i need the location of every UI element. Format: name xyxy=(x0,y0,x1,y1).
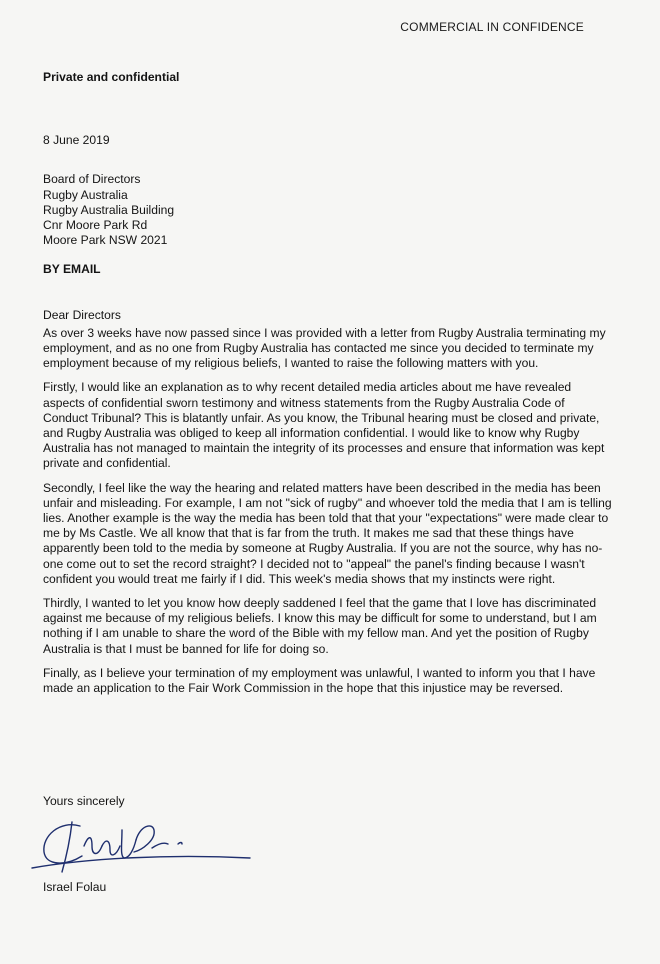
address-line: Rugby Australia xyxy=(43,187,128,202)
privacy-marking: Private and confidential xyxy=(43,70,180,84)
paragraph: As over 3 weeks have now passed since I was provided with a letter from Rugby Australia terminating my employment, and as no one from Rugby Australia has contacted me since you decided to terminate my employment because of my religious beliefs, I wanted to raise the following matters with you. xyxy=(43,325,606,371)
address-line: Rugby Australia Building xyxy=(43,202,175,217)
address-line: Moore Park NSW 2021 xyxy=(43,233,168,248)
paragraph: Thirdly, I wanted to let you know how deeply saddened I feel that the game that I love has discriminated against me because of my religious beliefs. I know this may be difficult for some to understand, but I am nothing if I am unable to share the word of the Bible with my fellow man. And yet the position of Rugby Australia is that I must be banned for life for doing so. xyxy=(43,596,597,656)
paragraph: Firstly, I would like an explanation as to why recent detailed media articles about me have revealed aspects of confidential sworn testimony and witness statements from the Rugby Australia Code of Conduct Tribunal? This is blatantly unfair. As you know, the Tribunal hearing must be closed and private, and Rugby Australia was obliged to keep all information confidential. I would like to know why Rugby Australia has not managed to maintain the integrity of its processes and ensure that information was kept private and confidential. xyxy=(43,380,605,471)
closing: Yours sincerely xyxy=(43,794,125,808)
signatory-name: Israel Folau xyxy=(43,880,107,894)
classification-header: COMMERCIAL IN CONFIDENCE xyxy=(400,20,584,34)
paragraph: Secondly, I feel like the way the hearing and related matters have been described in the media has been unfair and misleading. For example, I am not "sick of rugby" and whoever told the media that I am is telling lies. Another example is the way the media has been told that that your "expectations" were made clear to me by Ms Castle. We all know that that is far from the truth. It makes me sad that these things have apparently been told to the media by someone at Rugby Australia. If you are not the source, why has no-one come out to set the record straight? I decided not to "appeal" the panel's finding because I wasn't confident you would treat me fairly if I did. This week's media shows that my instincts were right. xyxy=(43,480,612,586)
address-line: Cnr Moore Park Rd xyxy=(43,218,148,233)
delivery-method: BY EMAIL xyxy=(43,262,101,277)
salutation: Dear Directors xyxy=(43,307,121,322)
paragraph: Finally, as I believe your termination of my employment was unlawful, I wanted to inform you that I have made an application to the Fair Work Commission in the hope that this injustice may be reversed. xyxy=(43,665,596,696)
address-line: Board of Directors xyxy=(43,172,141,187)
signature-image xyxy=(10,800,270,890)
letter-body xyxy=(43,70,613,705)
recipient-address xyxy=(43,172,613,248)
letter-date: 8 June 2019 xyxy=(43,133,110,148)
